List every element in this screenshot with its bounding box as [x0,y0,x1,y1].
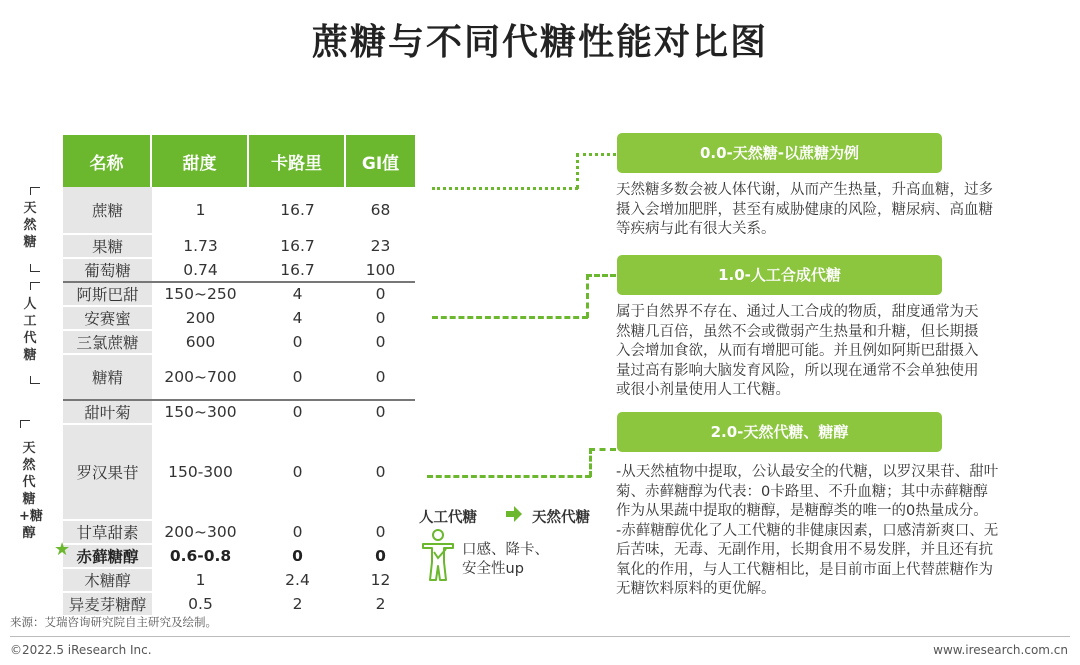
cell-name: 阿斯巴甜 [63,283,152,307]
cell-name: 甜叶菊 [63,401,152,425]
group-label-natural-sweetener-sugar-alcohol: 天然代糖+糖醇 [19,441,43,541]
cell-calories: 0 [249,401,346,425]
description-line: -从天然植物中提取，公认最安全的代糖，以罗汉果苷、甜叶 [616,464,999,480]
table-header-row [63,135,415,187]
table-row [63,259,415,283]
footer-divider [10,636,1070,637]
legend-from-label: 人工代糖 [419,510,477,526]
cell-sweetness: 1.73 [152,235,249,259]
category-description-natural-sweetener [616,463,1056,600]
cell-calories: 2 [249,593,346,617]
cell-calories: 0 [249,521,346,545]
benefit-line: 口感、降卡、 [462,542,549,558]
cell-calories: 0 [249,545,346,569]
category-description-artificial [616,303,1056,401]
cell-name: 安赛蜜 [63,307,152,331]
group-bracket-top [30,187,40,195]
cell-gi: 0 [346,307,415,331]
star-icon: ★ [54,539,71,560]
cell-sweetness: 600 [152,331,249,355]
cell-calories: 2.4 [249,569,346,593]
cell-name: 异麦芽糖醇 [63,593,152,617]
cell-gi: 2 [346,593,415,617]
source-note: 来源：艾瑞咨询研究院自主研究及绘制。 [10,615,217,629]
cell-gi: 0 [346,355,415,401]
cell-gi: 0 [346,521,415,545]
table-row [63,569,415,593]
cell-gi: 0 [346,331,415,355]
table-row-highlighted [63,545,415,569]
benefit-line: 安全性up [462,561,524,577]
table-row [63,283,415,307]
description-line: 入会增加食欲，从而有增肥可能。并且例如阿斯巴甜摄入 [616,343,979,359]
description-line: 氧化的作用，与人工代糖相比，是目前市面上代替蔗糖作为 [616,561,993,578]
cell-sweetness: 200~700 [152,355,249,401]
cell-gi: 23 [346,235,415,259]
description-line: -赤藓糖醇优化了人工代糖的非健康因素，口感清新爽口、无 [616,522,999,539]
cell-name: 蔗糖 [63,187,152,235]
cell-sweetness: 150-300 [152,425,249,521]
group-label-natural-sugar: 天然糖 [23,201,37,250]
category-heading-natural-sugar: 0.0-天然糖-以蔗糖为例 [617,133,942,173]
description-line: 等疾病与此有很大关系。 [616,221,776,237]
cell-sweetness: 1 [152,187,249,235]
cell-gi: 0 [346,401,415,425]
table-row [63,425,415,521]
cell-sweetness: 200~300 [152,521,249,545]
cell-sweetness: 0.74 [152,259,249,283]
cell-name: 糖精 [63,355,152,401]
footer-website: www.iresearch.com.cn [933,643,1068,657]
cell-gi: 12 [346,569,415,593]
legend-benefit-text [462,541,549,579]
table-row [63,401,415,425]
connector-line-natural-sweetener [589,448,616,451]
table-row [63,521,415,545]
cell-calories: 0 [249,425,346,521]
description-line: 无糖饮料原料的更优解。 [616,581,776,597]
connector-line-natural-sugar [576,153,616,156]
page-title: 蔗糖与不同代糖性能对比图 [311,22,768,63]
description-line: 属于自然界不存在、通过人工合成的物质，甜度通常为天 [616,304,979,320]
cell-sweetness: 150~250 [152,283,249,307]
cell-gi: 0 [346,425,415,521]
cell-sweetness: 1 [152,569,249,593]
description-line: 天然糖多数会被人体代谢，从而产生热量，升高血糖，过多 [616,182,993,198]
cell-gi: 0 [346,545,415,569]
column-header-name: 名称 [63,135,152,187]
group-bracket-bottom [30,376,40,384]
description-line: 摄入会增加肥胖，甚至有威胁健康的风险，糖尿病、高血糖 [616,201,993,218]
cell-gi: 68 [346,187,415,235]
category-heading-artificial: 1.0-人工合成代糖 [617,255,942,295]
connector-line-artificial [586,274,589,318]
cell-calories: 4 [249,283,346,307]
cell-name: 葡萄糖 [63,259,152,283]
column-header-sweetness: 甜度 [152,135,249,187]
group-bracket-top [20,420,30,428]
table-row [63,331,415,355]
connector-line-natural-sugar [432,187,578,190]
cell-calories: 16.7 [249,259,346,283]
group-bracket-top [30,282,40,290]
cell-calories: 4 [249,307,346,331]
right-arrow-icon [505,505,523,523]
connector-line-natural-sweetener [427,475,591,478]
connector-line-artificial [432,316,588,319]
description-line: 或很小剂量使用人工代糖。 [616,382,790,398]
table-row [63,307,415,331]
cell-sweetness: 200 [152,307,249,331]
cell-gi: 100 [346,259,415,283]
cell-sweetness: 0.6-0.8 [152,545,249,569]
category-description-natural-sugar [616,181,1056,240]
connector-line-natural-sugar [576,153,579,189]
table-row [63,235,415,259]
description-line: 后苦味，无毒、无副作用，长期食用不易发胖，并且还有抗 [616,542,993,558]
cell-sweetness: 150~300 [152,401,249,425]
cell-gi: 0 [346,283,415,307]
connector-line-natural-sweetener [589,448,592,477]
description-line: 量过高有影响大脑发育风险，所以现在通常不会单独使用 [616,362,979,379]
cell-name: 果糖 [63,235,152,259]
connector-line-artificial [586,274,616,277]
group-label-artificial-sweetener: 人工代糖 [23,297,37,363]
sugar-comparison-table [63,135,415,617]
cell-calories: 16.7 [249,187,346,235]
description-line: 作为从果蔬中提取的糖醇，是糖醇类的唯一的0热量成分。 [616,503,988,519]
table-row [63,187,415,235]
footer-copyright: ©2022.5 iResearch Inc. [10,643,152,657]
cell-name: 赤藓糖醇 [63,545,152,569]
cell-name: 木糖醇 [63,569,152,593]
cell-calories: 16.7 [249,235,346,259]
cell-calories: 0 [249,355,346,401]
column-header-gi: GI值 [346,135,415,187]
cell-name: 罗汉果苷 [63,425,152,521]
group-bracket-bottom [30,264,40,272]
table-row [63,355,415,401]
legend-to-label: 天然代糖 [532,510,590,526]
cell-sweetness: 0.5 [152,593,249,617]
description-line: 然糖几百倍，虽然不会或微弱产生热量和升糖，但长期摄 [616,323,979,340]
cell-calories: 0 [249,331,346,355]
person-icon [420,528,456,582]
category-heading-natural-sweetener: 2.0-天然代糖、糖醇 [617,412,942,452]
column-header-calories: 卡路里 [249,135,346,187]
cell-name: 甘草甜素 [63,521,152,545]
cell-name: 三氯蔗糖 [63,331,152,355]
description-line: 菊、赤藓糖醇为代表：0卡路里、不升血糖；其中赤藓糖醇 [616,483,988,500]
